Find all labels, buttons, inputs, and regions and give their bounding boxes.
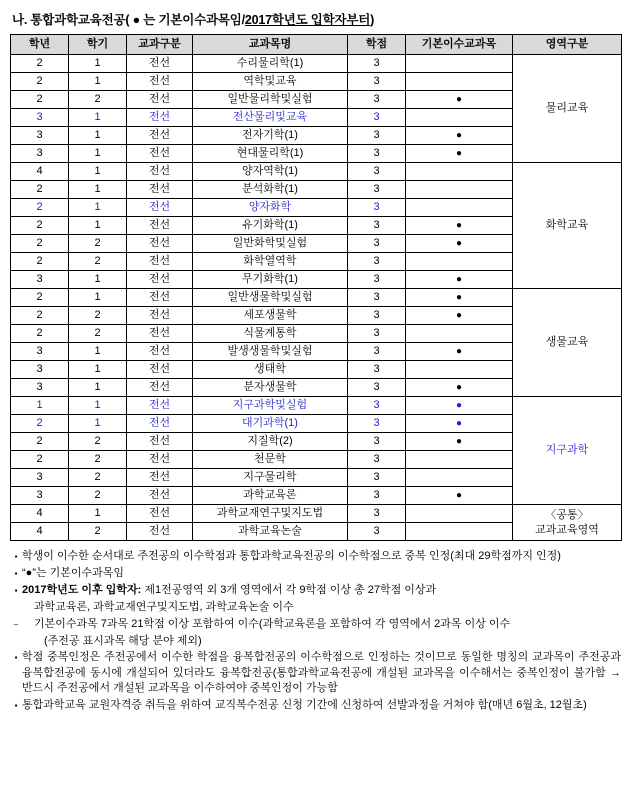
cell-year: 2 xyxy=(11,451,69,469)
cell-year: 3 xyxy=(11,271,69,289)
title-dot-mark: ● xyxy=(132,13,141,27)
cell-division: 전선 xyxy=(127,253,193,271)
cell-credit: 3 xyxy=(348,523,406,541)
note-item xyxy=(10,566,621,582)
cell-term: 1 xyxy=(69,73,127,91)
note-item xyxy=(10,549,621,565)
cell-term: 1 xyxy=(69,289,127,307)
cell-basic-course: ● xyxy=(406,127,513,145)
cell-subject: 전산물리및교육 xyxy=(193,109,348,127)
cell-year: 2 xyxy=(11,181,69,199)
cell-term: 2 xyxy=(69,253,127,271)
title-underlined: 2017학년도 입학자부터 xyxy=(244,13,371,27)
cell-credit: 3 xyxy=(348,181,406,199)
cell-term: 2 xyxy=(69,523,127,541)
table-row xyxy=(11,505,622,523)
cell-year: 2 xyxy=(11,307,69,325)
column-header-term: 학기 xyxy=(69,35,127,55)
note-text: 학생이 이수한 순서대로 주전공의 이수학점과 통합과학교육전공의 이수학점으로 중복 인정(최대 29학점까지 인정) xyxy=(22,550,561,562)
cell-year: 2 xyxy=(11,73,69,91)
cell-term: 2 xyxy=(69,307,127,325)
note-item xyxy=(10,600,621,616)
cell-subject: 역학및교육 xyxy=(193,73,348,91)
cell-year: 4 xyxy=(11,523,69,541)
cell-subject: 과학교재연구및지도법 xyxy=(193,505,348,523)
cell-subject: 일반생물학및실험 xyxy=(193,289,348,307)
table-row xyxy=(11,163,622,181)
cell-year: 1 xyxy=(11,397,69,415)
cell-division: 전선 xyxy=(127,127,193,145)
cell-division: 전선 xyxy=(127,235,193,253)
cell-area: 물리교육 xyxy=(513,55,622,163)
cell-credit: 3 xyxy=(348,379,406,397)
cell-year: 2 xyxy=(11,55,69,73)
cell-division: 전선 xyxy=(127,397,193,415)
note-item xyxy=(10,634,621,650)
cell-term: 1 xyxy=(69,343,127,361)
cell-basic-course: ● xyxy=(406,415,513,433)
cell-subject: 분석화학(1) xyxy=(193,181,348,199)
cell-subject: 천문학 xyxy=(193,451,348,469)
cell-basic-course: ● xyxy=(406,487,513,505)
cell-division: 전선 xyxy=(127,55,193,73)
cell-basic-course: ● xyxy=(406,235,513,253)
cell-basic-course: ● xyxy=(406,343,513,361)
cell-subject: 유기화학(1) xyxy=(193,217,348,235)
square-bullet-icon: ▪ xyxy=(14,586,18,595)
cell-credit: 3 xyxy=(348,487,406,505)
note-text: 기본이수과목 7과목 21학점 이상 포함하여 이수(과학교육론을 포함하여 각 영역에서 2과목 이상 이수 xyxy=(34,617,511,630)
cell-division: 전선 xyxy=(127,307,193,325)
cell-basic-course xyxy=(406,253,513,271)
cell-term: 1 xyxy=(69,271,127,289)
cell-division: 전선 xyxy=(127,109,193,127)
cell-area: 〈공통〉 교과교육영역 xyxy=(513,505,622,541)
cell-division: 전선 xyxy=(127,379,193,397)
table-body xyxy=(11,55,622,541)
square-bullet-icon: ▪ xyxy=(14,653,18,662)
cell-year: 3 xyxy=(11,487,69,505)
cell-basic-course xyxy=(406,73,513,91)
square-bullet-icon: ▪ xyxy=(14,700,18,710)
cell-subject: 과학교육논술 xyxy=(193,523,348,541)
notes-list xyxy=(10,549,621,714)
cell-basic-course: ● xyxy=(406,379,513,397)
cell-subject: 지질학(2) xyxy=(193,433,348,451)
cell-basic-course: ● xyxy=(406,397,513,415)
cell-credit: 3 xyxy=(348,289,406,307)
curriculum-table xyxy=(10,34,622,541)
cell-credit: 3 xyxy=(348,325,406,343)
cell-division: 전선 xyxy=(127,343,193,361)
cell-division: 전선 xyxy=(127,469,193,487)
cell-year: 2 xyxy=(11,253,69,271)
table-row xyxy=(11,397,622,415)
cell-area: 화학교육 xyxy=(513,163,622,289)
cell-credit: 3 xyxy=(348,469,406,487)
cell-credit: 3 xyxy=(348,397,406,415)
cell-division: 전선 xyxy=(127,415,193,433)
cell-basic-course xyxy=(406,451,513,469)
cell-term: 1 xyxy=(69,163,127,181)
column-header-area: 영역구분 xyxy=(513,35,622,55)
cell-year: 4 xyxy=(11,505,69,523)
table-row xyxy=(11,55,622,73)
cell-basic-course: ● xyxy=(406,217,513,235)
cell-division: 전선 xyxy=(127,289,193,307)
cell-year: 2 xyxy=(11,415,69,433)
cell-division: 전선 xyxy=(127,325,193,343)
cell-year: 3 xyxy=(11,361,69,379)
column-header-credit: 학점 xyxy=(348,35,406,55)
cell-year: 2 xyxy=(11,289,69,307)
table-header-row xyxy=(11,35,622,55)
cell-credit: 3 xyxy=(348,361,406,379)
note-emphasis: 2017학년도 이후 입학자: xyxy=(22,584,142,596)
cell-year: 2 xyxy=(11,199,69,217)
cell-credit: 3 xyxy=(348,505,406,523)
note-text: (주전공 표시과목 해당 분야 제외) xyxy=(44,634,202,647)
cell-division: 전선 xyxy=(127,433,193,451)
column-header-division: 교과구분 xyxy=(127,35,193,55)
cell-basic-course xyxy=(406,55,513,73)
cell-division: 전선 xyxy=(127,73,193,91)
cell-division: 전선 xyxy=(127,505,193,523)
note-text: 학점 중복인정은 주전공에서 이수한 학점을 융복합전공의 이수학점으로 인정하는 것이므로 동일한 명칭의 교과목이 주전공과 융복합전공에 동시에 개설되어 있더라도 융복합전공(통합과학교육전공에 개설된 교과목을 이수해서는 중복인정이 불가함 → 반드시 주전공에서 개설된 교과목을 이수하여야 중복인정이 가능함 xyxy=(22,651,621,694)
cell-basic-course xyxy=(406,109,513,127)
cell-subject: 전자기학(1) xyxy=(193,127,348,145)
cell-credit: 3 xyxy=(348,55,406,73)
cell-subject: 대기과학(1) xyxy=(193,415,348,433)
cell-credit: 3 xyxy=(348,235,406,253)
cell-basic-course xyxy=(406,523,513,541)
cell-division: 전선 xyxy=(127,271,193,289)
cell-subject: 양자화학 xyxy=(193,199,348,217)
cell-subject: 세포생물학 xyxy=(193,307,348,325)
cell-term: 2 xyxy=(69,469,127,487)
cell-year: 3 xyxy=(11,469,69,487)
cell-basic-course: ● xyxy=(406,271,513,289)
note-item xyxy=(10,583,621,599)
cell-area: 생물교육 xyxy=(513,289,622,397)
cell-term: 2 xyxy=(69,235,127,253)
cell-year: 3 xyxy=(11,343,69,361)
cell-year: 3 xyxy=(11,127,69,145)
cell-term: 1 xyxy=(69,145,127,163)
title-prefix: 나. 통합과학교육전공( xyxy=(12,13,133,27)
cell-basic-course xyxy=(406,181,513,199)
cell-term: 1 xyxy=(69,55,127,73)
cell-division: 전선 xyxy=(127,451,193,469)
cell-term: 2 xyxy=(69,325,127,343)
cell-subject: 일반물리학및실험 xyxy=(193,91,348,109)
cell-area: 지구과학 xyxy=(513,397,622,505)
note-item xyxy=(10,698,621,714)
cell-year: 2 xyxy=(11,433,69,451)
cell-credit: 3 xyxy=(348,163,406,181)
cell-subject: 과학교육론 xyxy=(193,487,348,505)
cell-subject: 일반화학및실험 xyxy=(193,235,348,253)
cell-basic-course xyxy=(406,505,513,523)
cell-subject: 화학열역학 xyxy=(193,253,348,271)
cell-division: 전선 xyxy=(127,523,193,541)
cell-term: 1 xyxy=(69,181,127,199)
cell-credit: 3 xyxy=(348,307,406,325)
note-text: 통합과학교육 교원자격증 취득을 위하여 교직복수전공 신청 기간에 신청하여 선발과정을 거쳐야 함(매년 6월초, 12월초) xyxy=(22,698,587,711)
cell-subject: 발생생물학및실험 xyxy=(193,343,348,361)
page-title xyxy=(12,10,621,28)
cell-credit: 3 xyxy=(348,271,406,289)
cell-credit: 3 xyxy=(348,91,406,109)
cell-credit: 3 xyxy=(348,109,406,127)
cell-basic-course xyxy=(406,361,513,379)
cell-term: 2 xyxy=(69,433,127,451)
column-header-subject: 교과목명 xyxy=(193,35,348,55)
cell-credit: 3 xyxy=(348,145,406,163)
note-item xyxy=(10,617,621,633)
cell-term: 2 xyxy=(69,487,127,505)
cell-division: 전선 xyxy=(127,163,193,181)
cell-basic-course: ● xyxy=(406,145,513,163)
cell-year: 2 xyxy=(11,91,69,109)
note-text: 과학교육론, 과학교재연구및지도법, 과학교육논술 이수 xyxy=(34,601,294,613)
cell-year: 3 xyxy=(11,145,69,163)
cell-basic-course xyxy=(406,325,513,343)
cell-term: 2 xyxy=(69,91,127,109)
cell-credit: 3 xyxy=(348,199,406,217)
cell-credit: 3 xyxy=(348,433,406,451)
cell-year: 2 xyxy=(11,325,69,343)
cell-credit: 3 xyxy=(348,73,406,91)
cell-division: 전선 xyxy=(127,181,193,199)
cell-subject: 지구과학및실험 xyxy=(193,397,348,415)
cell-year: 4 xyxy=(11,163,69,181)
square-bullet-icon: ▪ xyxy=(14,552,18,561)
cell-year: 3 xyxy=(11,109,69,127)
cell-basic-course: ● xyxy=(406,307,513,325)
title-middle: 는 기본이수과목임/ xyxy=(140,13,245,27)
square-bullet-icon: ▪ xyxy=(14,569,18,578)
cell-credit: 3 xyxy=(348,253,406,271)
cell-term: 1 xyxy=(69,109,127,127)
cell-subject: 생태학 xyxy=(193,361,348,379)
cell-basic-course: ● xyxy=(406,91,513,109)
cell-subject: 현대물리학(1) xyxy=(193,145,348,163)
note-item xyxy=(10,650,621,697)
cell-division: 전선 xyxy=(127,361,193,379)
cell-division: 전선 xyxy=(127,199,193,217)
cell-subject: 양자역학(1) xyxy=(193,163,348,181)
cell-division: 전선 xyxy=(127,217,193,235)
cell-credit: 3 xyxy=(348,127,406,145)
column-header-year: 학년 xyxy=(11,35,69,55)
cell-term: 1 xyxy=(69,415,127,433)
cell-term: 1 xyxy=(69,379,127,397)
cell-term: 1 xyxy=(69,199,127,217)
column-header-basic-course: 기본이수교과목 xyxy=(406,35,513,55)
cell-basic-course xyxy=(406,199,513,217)
cell-year: 2 xyxy=(11,217,69,235)
note-text: “●”는 기본이수과목임 xyxy=(22,567,125,579)
cell-year: 3 xyxy=(11,379,69,397)
cell-basic-course: ● xyxy=(406,433,513,451)
cell-credit: 3 xyxy=(348,451,406,469)
dash-icon: – xyxy=(13,619,19,629)
cell-term: 1 xyxy=(69,217,127,235)
cell-subject: 수리물리학(1) xyxy=(193,55,348,73)
cell-basic-course xyxy=(406,469,513,487)
cell-subject: 지구물리학 xyxy=(193,469,348,487)
title-suffix: ) xyxy=(370,13,375,27)
cell-credit: 3 xyxy=(348,415,406,433)
cell-subject: 식물계통학 xyxy=(193,325,348,343)
cell-division: 전선 xyxy=(127,487,193,505)
cell-division: 전선 xyxy=(127,145,193,163)
cell-subject: 분자생물학 xyxy=(193,379,348,397)
cell-credit: 3 xyxy=(348,343,406,361)
cell-term: 1 xyxy=(69,505,127,523)
cell-term: 1 xyxy=(69,361,127,379)
cell-term: 1 xyxy=(69,127,127,145)
cell-basic-course: ● xyxy=(406,289,513,307)
cell-year: 2 xyxy=(11,235,69,253)
cell-term: 2 xyxy=(69,451,127,469)
cell-division: 전선 xyxy=(127,91,193,109)
cell-term: 1 xyxy=(69,397,127,415)
table-row xyxy=(11,289,622,307)
cell-basic-course xyxy=(406,163,513,181)
note-text: 2017학년도 이후 입학자: 제1전공영역 외 3개 영역에서 각 9학점 이상 총 27학점 이상과 xyxy=(22,584,437,596)
cell-credit: 3 xyxy=(348,217,406,235)
cell-subject: 무기화학(1) xyxy=(193,271,348,289)
